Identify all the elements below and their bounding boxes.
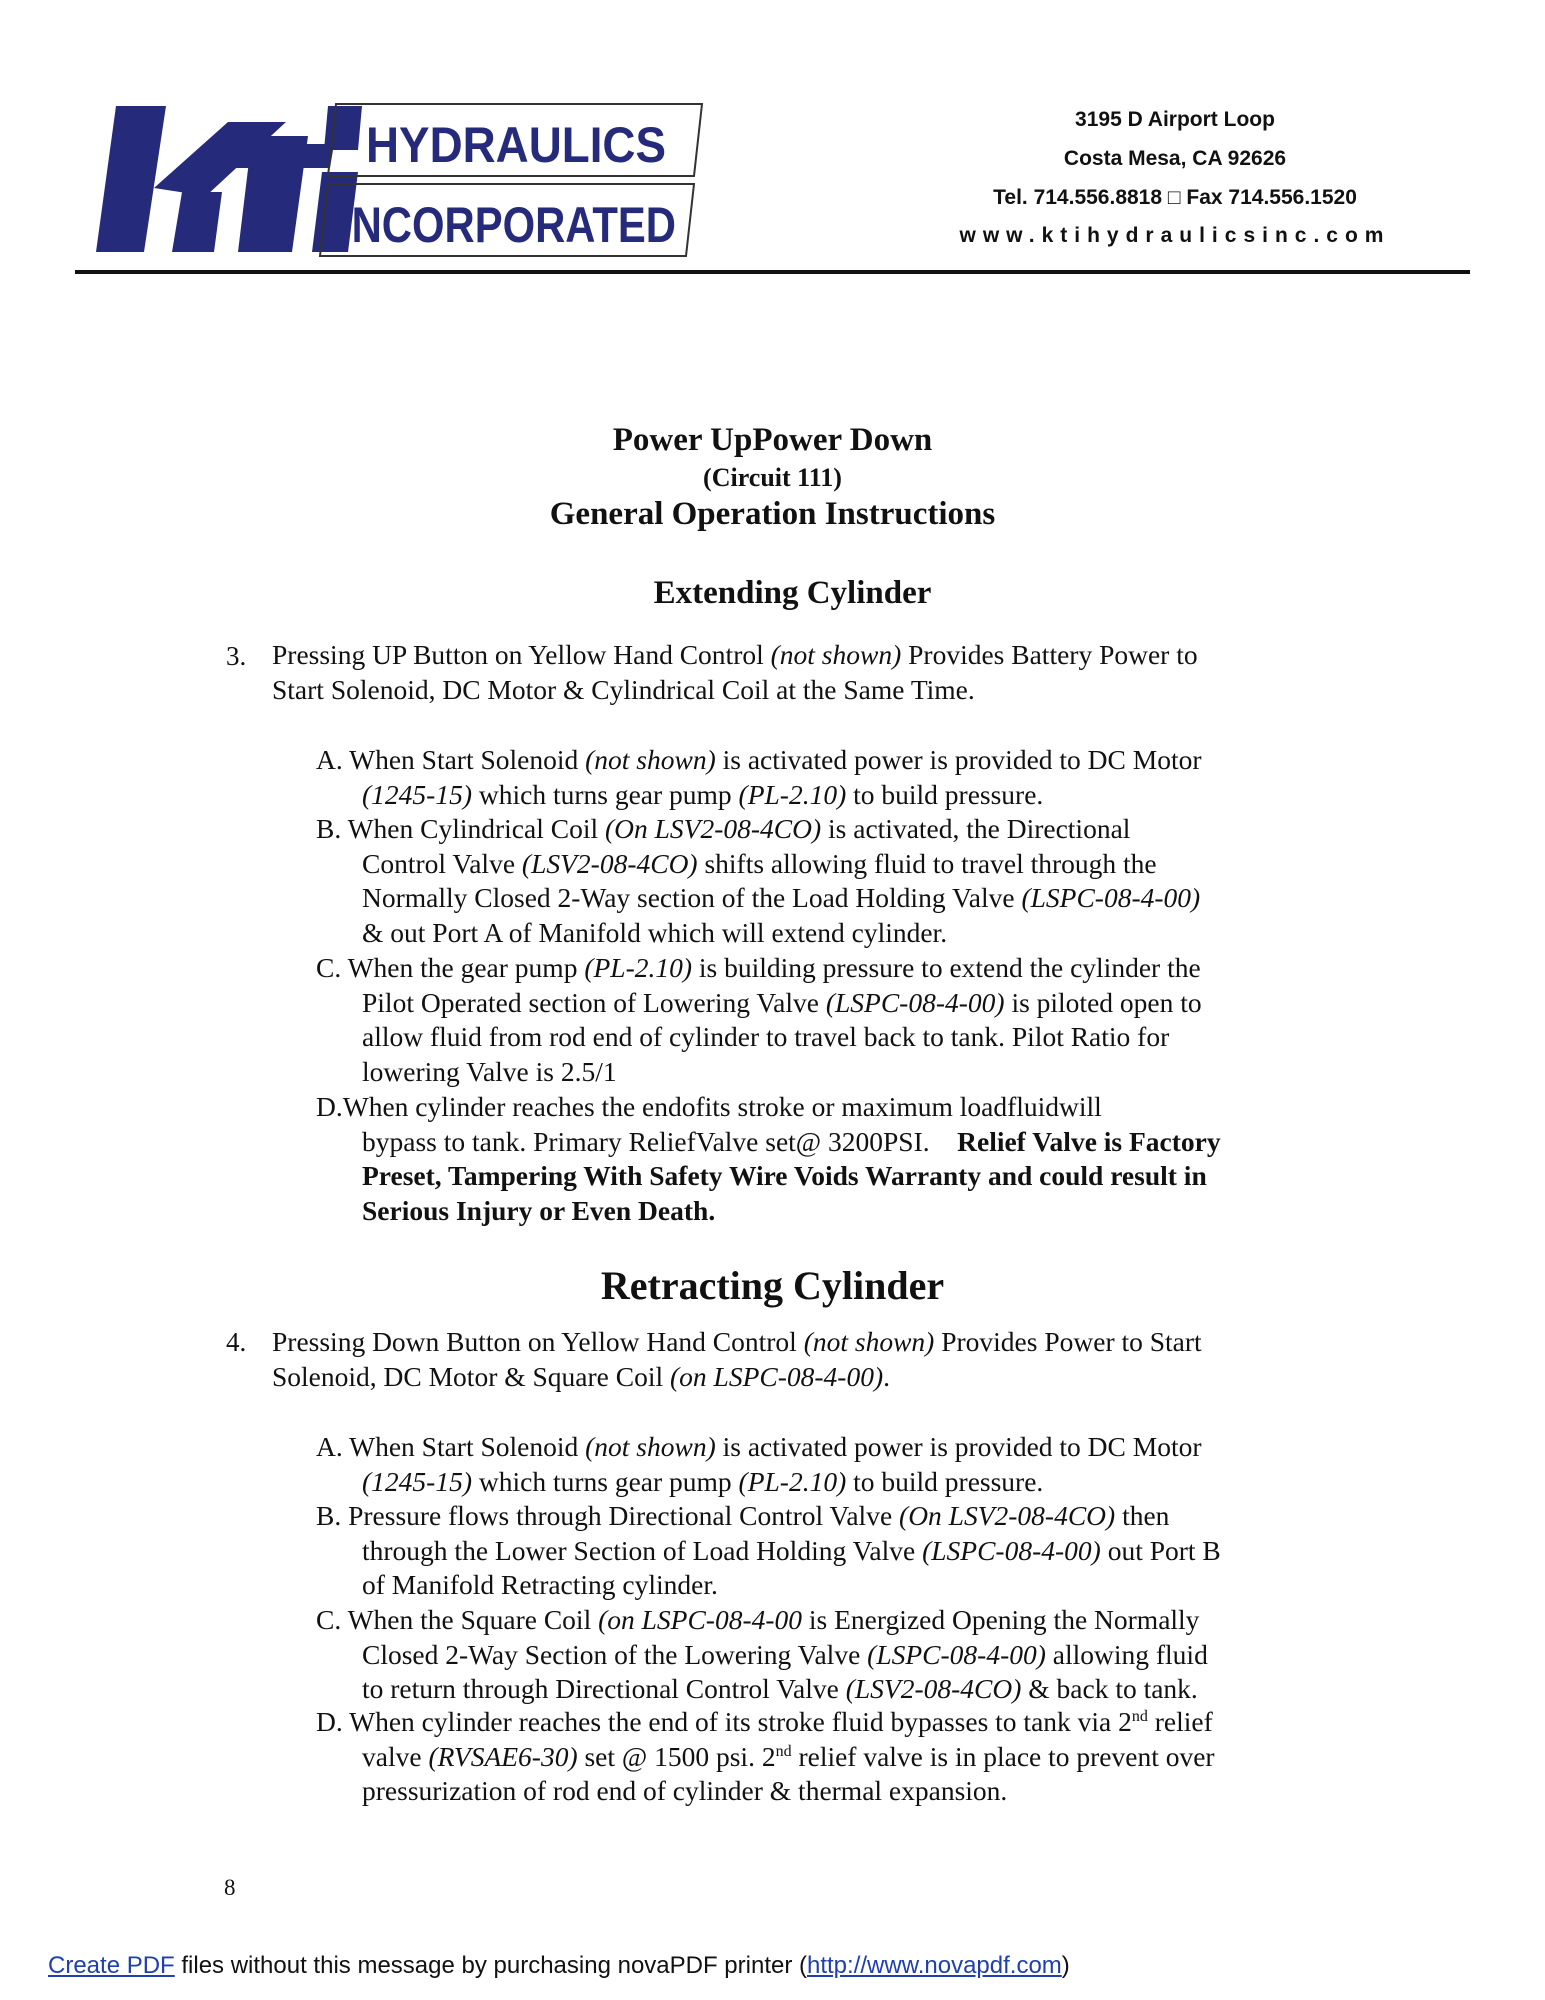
phone-fax-line: Tel. 714.556.8818 □ Fax 714.556.1520 <box>993 186 1357 209</box>
website: www.ktihydraulicsinc.com <box>959 224 1391 247</box>
page-number: 8 <box>224 1875 236 1900</box>
section-heading-extending: Extending Cylinder <box>653 575 932 611</box>
warning-text: Relief Valve is Factory <box>957 1125 1221 1157</box>
step-4-item-c: C. When the Square Coil (on LSPC-08-4-00 is Energized Opening the Normally Closed 2-Way Section of the Lowering Valve (LSPC-08-4-00) allowing fluid to return through Directional Control Valve (LSV2-08-4CO) & back to tank. <box>316 1604 1208 1704</box>
step-3-item-a: A. When Start Solenoid (not shown) is activated power is provided to DC Motor (1245-15) which turns gear pump (PL-2.10) to build pressure. <box>316 744 1202 810</box>
step-4-intro: Pressing Down Button on Yellow Hand Control (not shown) Provides Power to Start Solenoid, DC Motor & Square Coil (on LSPC-08-4-00). <box>272 1326 1202 1392</box>
header-divider <box>75 270 1470 274</box>
logo-line2: INCORPORATED <box>340 197 676 253</box>
company-address <box>820 100 1530 254</box>
step-3-item-c: C. When the gear pump (PL-2.10) is building pressure to extend the cylinder the Pilot Operated section of Lowering Valve (LSPC-08-4-00) is piloted open to allow fluid from rod end of cylinder to travel back to tank. Pilot Ratio for lowering Valve is 2.5/1 <box>316 952 1202 1087</box>
pdf-footer: Create PDF files without this message by purchasing novaPDF printer (http://www.novapdf.com) <box>48 1952 1070 1979</box>
step-number-4: 4. <box>226 1327 247 1357</box>
circuit-label: (Circuit 111) <box>703 463 842 492</box>
step-4-item-b: B. Pressure flows through Directional Control Valve (On LSV2-08-4CO) then through the Lower Section of Load Holding Valve (LSPC-08-4-00) out Port B of Manifold Retracting cylinder. <box>316 1500 1221 1600</box>
step-3-item-d: D.When cylinder reaches the endofits stroke or maximum loadfluidwill bypass to tank. Primary ReliefValve set@ 3200PSI. Relief Valve is Factory Preset, Tampering With Safety Wire Voids Warranty and could result in Serious Injury or Even Death. <box>316 1091 1221 1226</box>
document-subtitle: General Operation Instructions <box>549 496 996 532</box>
create-pdf-link[interactable]: Create PDF <box>48 1952 175 1979</box>
address-line1: 3195 D Airport Loop <box>1075 108 1275 131</box>
section-heading-retracting: Retracting Cylinder <box>600 1263 945 1308</box>
kti-logo <box>96 100 708 263</box>
step-4-item-d: D. When cylinder reaches the end of its stroke fluid bypasses to tank via 2nd relief valve (RVSAE6-30) set @ 1500 psi. 2nd relief valve is in place to prevent over pressurization of rod end of cylinder & thermal expansion. <box>316 1706 1215 1806</box>
step-3-intro: Pressing UP Button on Yellow Hand Control (not shown) Provides Battery Power to Start Solenoid, DC Motor & Cylindrical Coil at the Same Time. <box>272 639 1198 705</box>
logo-line1: HYDRAULICS <box>366 117 666 173</box>
address-line2: Costa Mesa, CA 92626 <box>1063 147 1287 170</box>
step-3-item-b: B. When Cylindrical Coil (On LSV2-08-4CO) is activated, the Directional Control Valve (LSV2-08-4CO) shifts allowing fluid to travel through the Normally Closed 2-Way section of the Load Holding Valve (LSPC-08-4-00) & out Port A of Manifold which will extend cylinder. <box>316 813 1201 948</box>
step-number-3: 3. <box>226 641 247 671</box>
document-title: Power UpPower Down <box>612 422 933 458</box>
novapdf-link[interactable]: http://www.novapdf.com <box>807 1952 1062 1979</box>
step-4-item-a: A. When Start Solenoid (not shown) is activated power is provided to DC Motor (1245-15) which turns gear pump (PL-2.10) to build pressure. <box>316 1431 1202 1497</box>
